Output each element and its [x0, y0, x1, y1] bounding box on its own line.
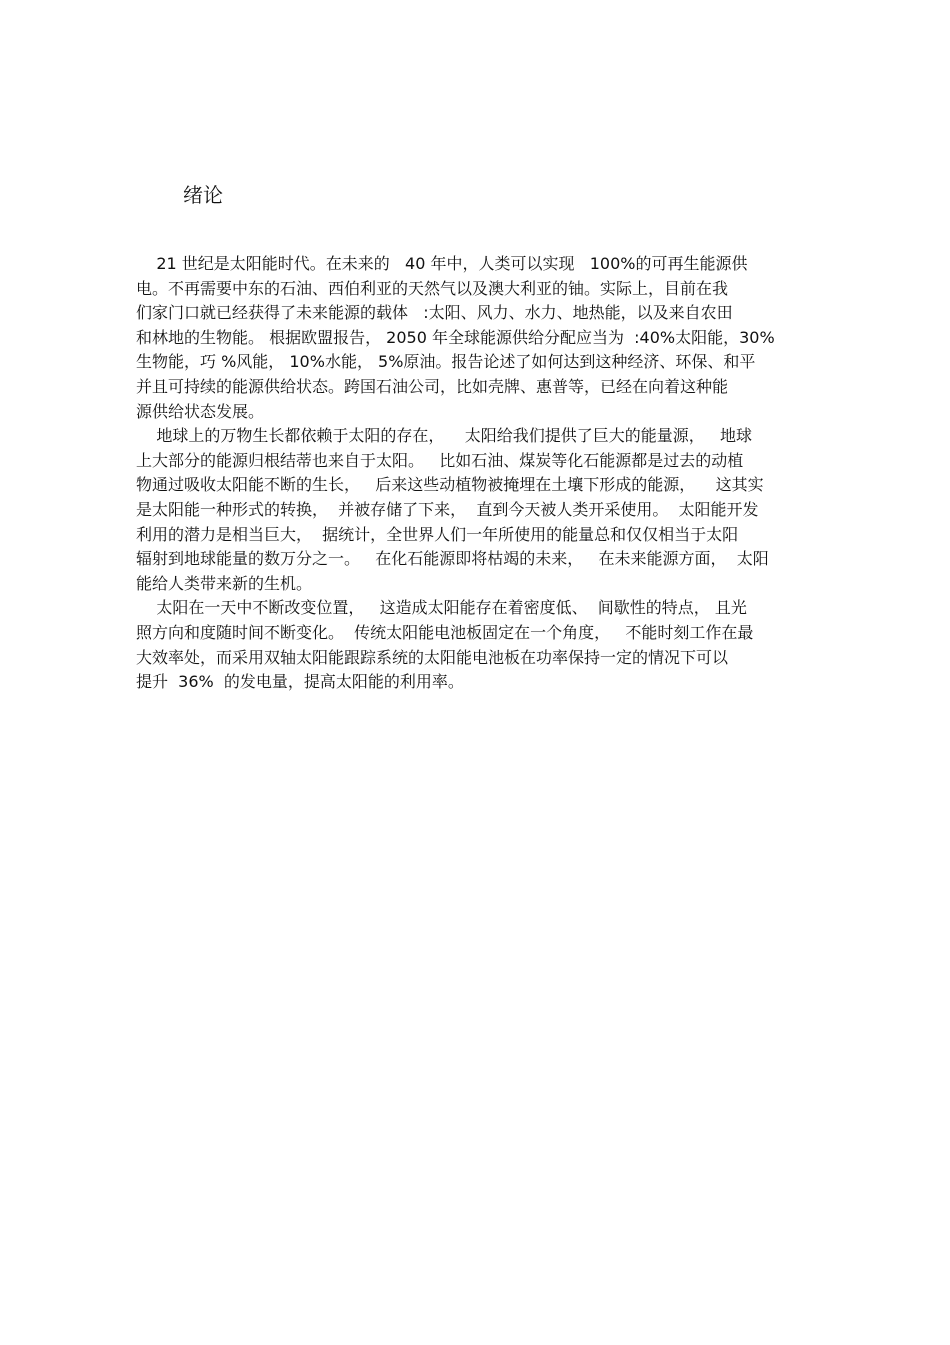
text-line: 生物能，巧 %风能， 10%水能， 5%原油。报告论述了如何达到这种经济、环保、和平: [136, 352, 756, 372]
text-line: 地球上的万物生长都依赖于太阳的存在， 太阳给我们提供了巨大的能量源， 地球: [136, 426, 752, 446]
text-line: 电。不再需要中东的石油、西伯利亚的天然气以及澳大利亚的铀。实际上，目前在我: [136, 278, 729, 298]
text-line: 和林地的生物能。 根据欧盟报告， 2050 年全球能源供给分配应当为 :40%太阳能，30%: [136, 327, 775, 347]
text-line: 太阳在一天中不断改变位置， 这造成太阳能存在着密度低、 间歇性的特点， 且光: [136, 598, 747, 618]
text-line: 们家门口就已经获得了未来能源的载体 :太阳、风力、水力、地热能，以及来自农田: [136, 303, 733, 323]
text-line: 辐射到地球能量的数万分之一。 在化石能源即将枯竭的未来， 在未来能源方面， 太阳: [136, 549, 769, 569]
text-line: 并且可持续的能源供给状态。跨国石油公司，比如壳牌、惠普等，已经在向着这种能: [136, 376, 729, 396]
text-line: 能给人类带来新的生机。: [136, 573, 313, 593]
text-line: 上大部分的能源归根结蒂也来自于太阳。 比如石油、煤炭等化石能源都是过去的动植: [136, 450, 744, 470]
text-line: 大效率处，而采用双轴太阳能跟踪系统的太阳能电池板在功率保持一定的情况下可以: [136, 647, 729, 667]
text-line: 物通过吸收太阳能不断的生长， 后来这些动植物被掩埋在土壤下形成的能源， 这其实: [136, 475, 764, 495]
text-line: 提升 36% 的发电量，提高太阳能的利用率。: [136, 672, 464, 692]
text-line: 源供给状态发展。: [136, 401, 265, 421]
text-line: 21 世纪是太阳能时代。在未来的 40 年中，人类可以实现 100%的可再生能源供: [136, 254, 748, 273]
text-line: 利用的潜力是相当巨大， 据统计，全世界人们一年所使用的能量总和仅仅相当于太阳: [136, 524, 739, 544]
body-text: [136, 252, 836, 695]
text-line: 照方向和度随时间不断变化。 传统太阳能电池板固定在一个角度， 不能时刻工作在最: [136, 622, 754, 642]
section-heading: 绪论: [183, 183, 223, 207]
text-line: 是太阳能一种形式的转换， 并被存储了下来， 直到今天被人类开采使用。 太阳能开发: [136, 499, 759, 519]
